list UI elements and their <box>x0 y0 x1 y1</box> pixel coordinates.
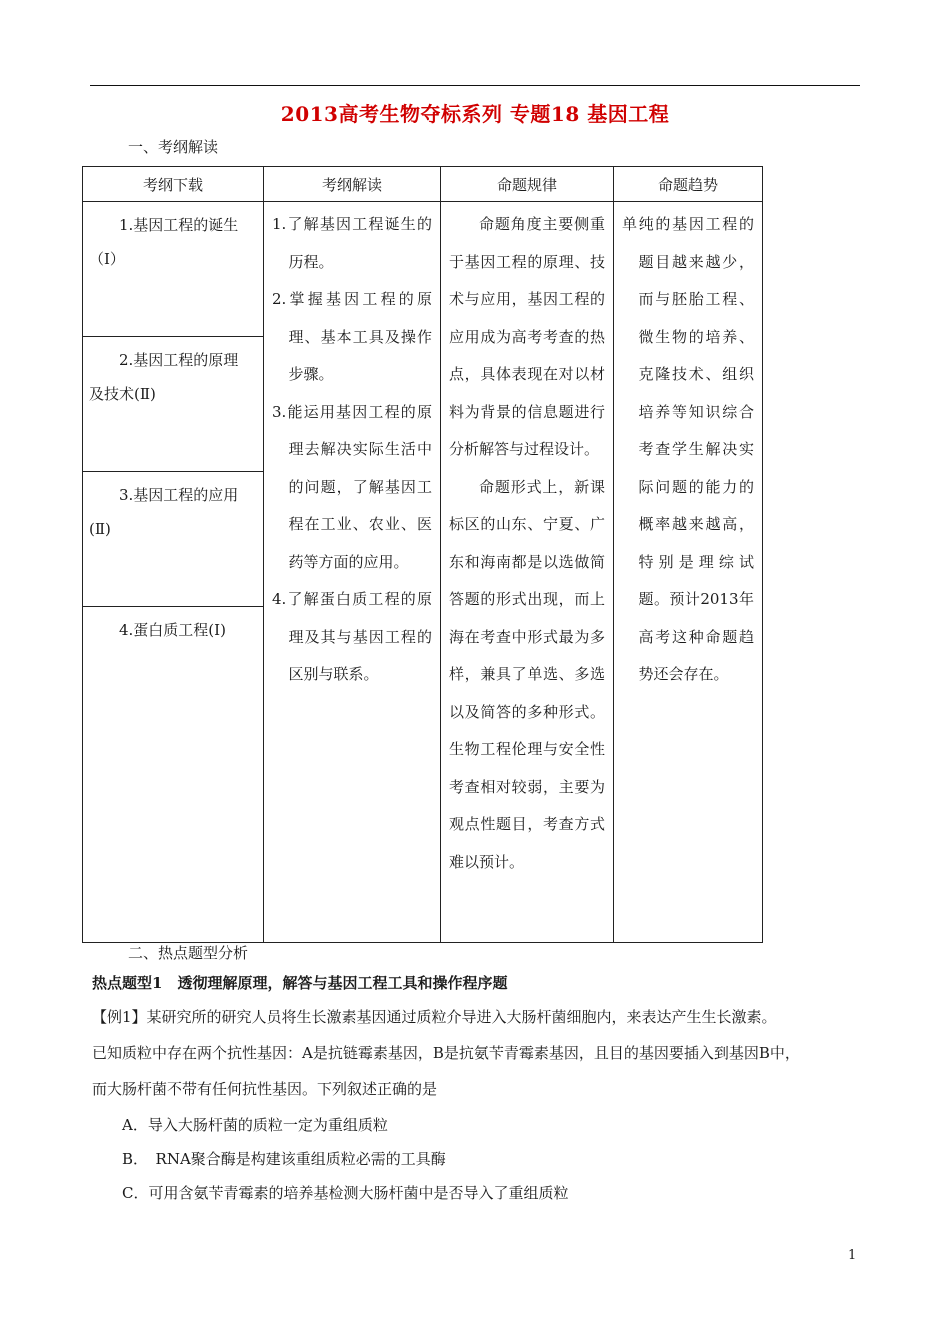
syllabus-item-text: 1.基因工程的诞生 <box>119 216 239 234</box>
pattern-paragraph: 命题角度主要侧重于基因工程的原理、技术与应用，基因工程的应用成为高考考查的热点，具体表现在对以材料为背景的信息题进行分析解答与过程设计。 <box>449 215 605 458</box>
section-heading-2: 二、热点题型分析 <box>128 944 249 962</box>
interpretation-item: 4.了解蛋白质工程的原理及其与基因工程的区别与联系。 <box>272 590 432 683</box>
answer-option-c: C．可用含氨苄青霉素的培养基检测大肠杆菌中是否导入了重组质粒 <box>122 1184 569 1202</box>
header-cell: 考纲解读 <box>264 167 441 202</box>
header-cell: 命题趋势 <box>614 167 763 202</box>
trend-cell <box>614 202 763 943</box>
header-cell: 命题规律 <box>441 167 614 202</box>
page-title: 2013高考生物夺标系列 专题18 基因工程 <box>280 102 670 126</box>
answer-option-b: B． RNA聚合酶是构建该重组质粒必需的工具酶 <box>122 1150 446 1168</box>
example-text: 而大肠杆菌不带有任何抗性基因。下列叙述正确的是 <box>92 1080 438 1098</box>
syllabus-items-cell <box>83 202 264 943</box>
syllabus-item-text: 2.基因工程的原理 <box>119 351 239 369</box>
hot-topic-title: 热点题型1 透彻理解原理，解答与基因工程工具和操作程序题 <box>92 974 508 992</box>
pattern-cell <box>441 202 614 943</box>
syllabus-item-text: 3.基因工程的应用 <box>119 486 239 504</box>
table-header-row <box>83 167 763 202</box>
trend-paragraph: 单纯的基因工程的题目越来越少，而与胚胎工程、微生物的培养、克隆技术、组织培养等知识综合考查学生解决实际问题的能力的概率越来越高，特别是理综试题。预计2013年高考这种命题趋势还会存在。 <box>622 215 754 683</box>
syllabus-item-level: 及技术(Ⅱ) <box>89 385 156 403</box>
section-heading-1: 一、考纲解读 <box>128 138 219 156</box>
syllabus-item <box>83 202 263 337</box>
syllabus-item-text: 4.蛋白质工程(Ⅰ) <box>119 621 226 639</box>
pattern-paragraph: 命题形式上，新课标区的山东、宁夏、广东和海南都是以选做简答题的形式出现，而上海在考查中形式最为多样，兼具了单选、多选以及简答的多种形式。生物工程伦理与安全性考查相对较弱，主要为观点性题目，考查方式难以预计。 <box>449 477 605 871</box>
interpretation-item: 1.了解基因工程诞生的历程。 <box>272 215 432 271</box>
top-rule <box>90 85 860 86</box>
syllabus-table <box>82 166 763 943</box>
page-number: 1 <box>848 1248 857 1263</box>
header-cell: 考纲下载 <box>83 167 264 202</box>
interpretation-cell <box>264 202 441 943</box>
interpretation-item: 3.能运用基因工程的原理去解决实际生活中的问题，了解基因工程在工业、农业、医药等方面的应用。 <box>272 402 432 571</box>
example-text: 【例1】某研究所的研究人员将生长激素基因通过质粒介导进入大肠杆菌细胞内，来表达产生生长激素。 <box>92 1008 777 1026</box>
answer-option-a: A．导入大肠杆菌的质粒一定为重组质粒 <box>122 1116 388 1134</box>
syllabus-item <box>83 337 263 472</box>
example-text: 已知质粒中存在两个抗性基因：A是抗链霉素基因，B是抗氨苄青霉素基因，且目的基因要插入到基因B中， <box>92 1044 800 1062</box>
interpretation-item: 2.掌握基因工程的原理、基本工具及操作步骤。 <box>272 290 432 383</box>
syllabus-item-level: （Ⅰ） <box>89 250 125 268</box>
syllabus-item <box>83 472 263 607</box>
table-body-row <box>83 202 763 943</box>
syllabus-item-level: (Ⅱ) <box>89 520 111 538</box>
syllabus-item <box>83 607 263 942</box>
